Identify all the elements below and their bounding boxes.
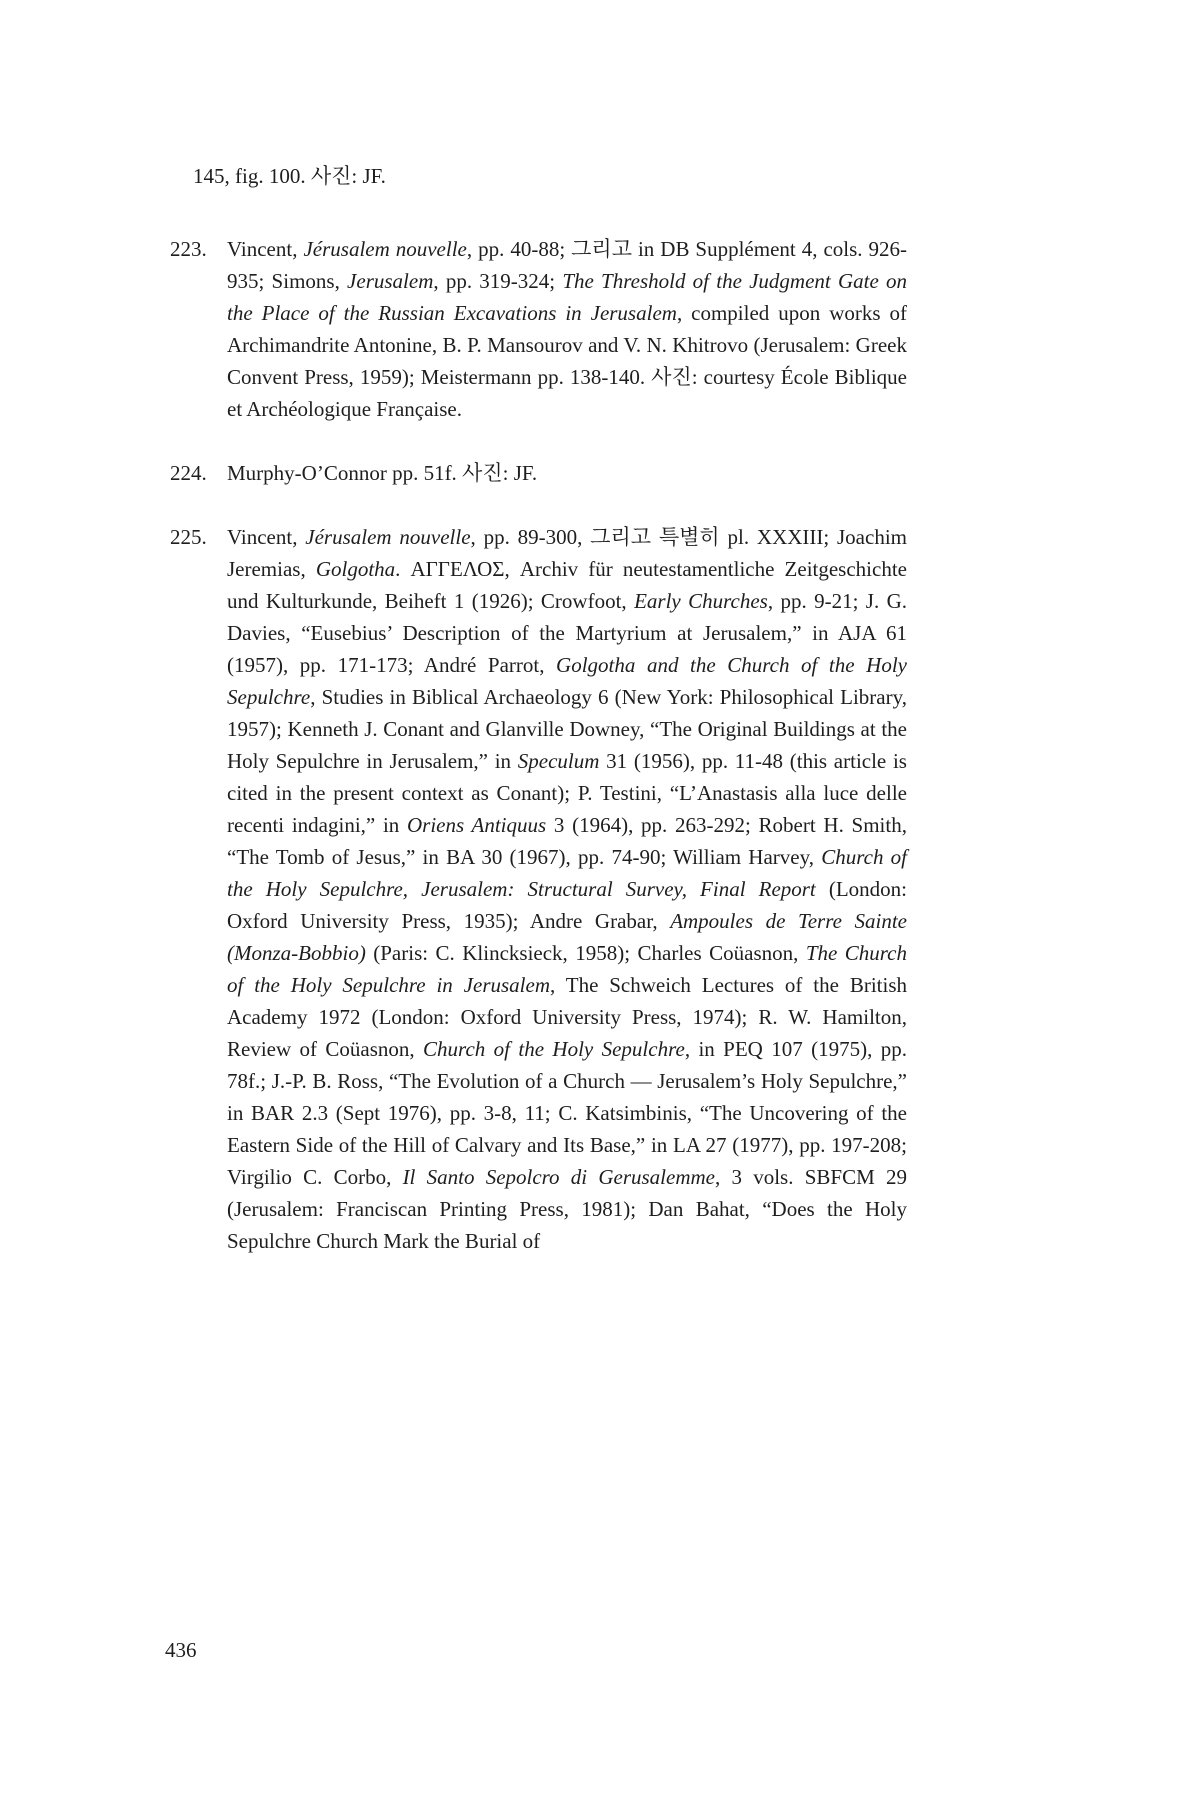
text-segment: 3 (1964), pp. 263-292; Robert H. Smith, “The Tomb of Jesus,” in BA 30 (1967), pp. 74-90; William Harvey,	[227, 813, 907, 869]
italic-title-segment: Speculum	[517, 749, 600, 773]
text-segment: (Paris: C. Klincksieck, 1958); Charles Coüasnon,	[365, 941, 806, 965]
italic-title-segment: Oriens Antiquus	[407, 813, 547, 837]
entry-number: 223.	[170, 237, 207, 261]
italic-title-segment: Early Churches	[634, 589, 768, 613]
endnote-entry	[170, 521, 907, 1257]
italic-title-segment: Jérusalem nouvelle	[305, 525, 471, 549]
text-segment: , pp. 9-21; J. G. Davies, “Eusebius’ Description of the Martyrium at Jerusalem,” in AJA 61 (1957), pp. 171-173; André Parrot,	[227, 589, 907, 677]
entry-text	[227, 237, 907, 421]
text-segment: Murphy-O’Connor pp. 51f. 사진: JF.	[227, 461, 538, 485]
text-segment: , compiled upon works of Archimandrite Antonine, B. P. Mansourov and V. N. Khitrovo (Jerusalem: Greek Convent Press, 1959); Meistermann pp. 138-140. 사진: courtesy École Biblique et Archéologique Française.	[227, 301, 907, 421]
italic-title-segment: The Threshold of the Judgment Gate on the Place of the Russian Excavations in Jerusalem	[227, 269, 907, 325]
italic-title-segment: Church of the Holy Sepulchre	[423, 1037, 685, 1061]
text-segment: (London: Oxford University Press, 1935); Andre Grabar,	[227, 877, 908, 933]
text-segment: , pp. 89-300, 그리고 특별히 pl. XXXIII; Joachim Jeremias,	[227, 525, 907, 581]
text-segment: Vincent,	[227, 525, 306, 549]
italic-title-segment: Jerusalem	[347, 269, 434, 293]
text-segment: Vincent,	[227, 237, 304, 261]
endnote-entry	[170, 233, 907, 425]
italic-title-segment: Ampoules de Terre Sainte	[670, 909, 907, 933]
endnote-entries	[170, 233, 907, 1257]
italic-title-segment: Il Santo Sepolcro di Gerusalemme	[402, 1165, 715, 1189]
entry-number: 224.	[170, 461, 207, 485]
italic-title-segment: Church of the Holy Sepulchre, Jerusalem: Structural Survey, Final Report	[227, 845, 907, 901]
entry-text	[227, 461, 537, 485]
text-segment: , Studies in Biblical Archaeology 6 (New York: Philosophical Library, 1957); Kenneth J. Conant and Glanville Downey, “The Original Buildings at the Holy Sepulchre in Jerusalem,” in	[227, 685, 907, 773]
italic-title-segment: Golgotha and the Church of the Holy Sepulchre	[227, 653, 907, 709]
page-number: 436	[165, 1638, 197, 1662]
endnote-entry	[170, 457, 907, 489]
italic-title-segment: Jérusalem nouvelle	[303, 237, 467, 261]
endnotes-text-block	[170, 160, 907, 1289]
text-segment: , pp. 319-324;	[433, 269, 563, 293]
italic-title-segment: (Monza-Bobbio)	[227, 941, 366, 965]
entry-number: 225.	[170, 525, 207, 549]
entry-text	[227, 525, 907, 1253]
italic-title-segment: The Church of the Holy Sepulchre in Jerusalem	[227, 941, 907, 997]
text-segment: , in PEQ 107 (1975), pp. 78f.; J.-P. B. Ross, “The Evolution of a Church — Jerusalem’s Holy Sepulchre,” in BAR 2.3 (Sept 1976), pp. 3-8, 11; C. Katsimbinis, “The Uncovering of the Eastern Side of the Hill of Calvary and Its Base,” in LA 27 (1977), pp. 197-208; Virgilio C. Corbo,	[227, 1037, 907, 1189]
text-segment: , 3 vols. SBFCM 29 (Jerusalem: Franciscan Printing Press, 1981); Dan Bahat, “Does the Holy Sepulchre Church Mark the Burial of	[227, 1165, 907, 1253]
text-segment: . ΑΓΓΕΛΟΣ, Archiv für neutestamentliche Zeitgeschichte und Kulturkunde, Beiheft 1 (1926); Crowfoot,	[227, 557, 907, 613]
text-segment: , pp. 40-88; 그리고 in DB Supplément 4, cols. 926-935; Simons,	[227, 237, 907, 293]
continuation-line: 145, fig. 100. 사진: JF.	[193, 164, 386, 188]
text-segment: , The Schweich Lectures of the British Academy 1972 (London: Oxford University Press, 1974); R. W. Hamilton, Review of Coüasnon,	[227, 973, 907, 1061]
text-segment: 31 (1956), pp. 11-48 (this article is cited in the present context as Conant); P. Testini, “L’Anastasis alla luce delle recenti indagini,” in	[227, 749, 907, 837]
italic-title-segment: Golgotha	[315, 557, 396, 581]
